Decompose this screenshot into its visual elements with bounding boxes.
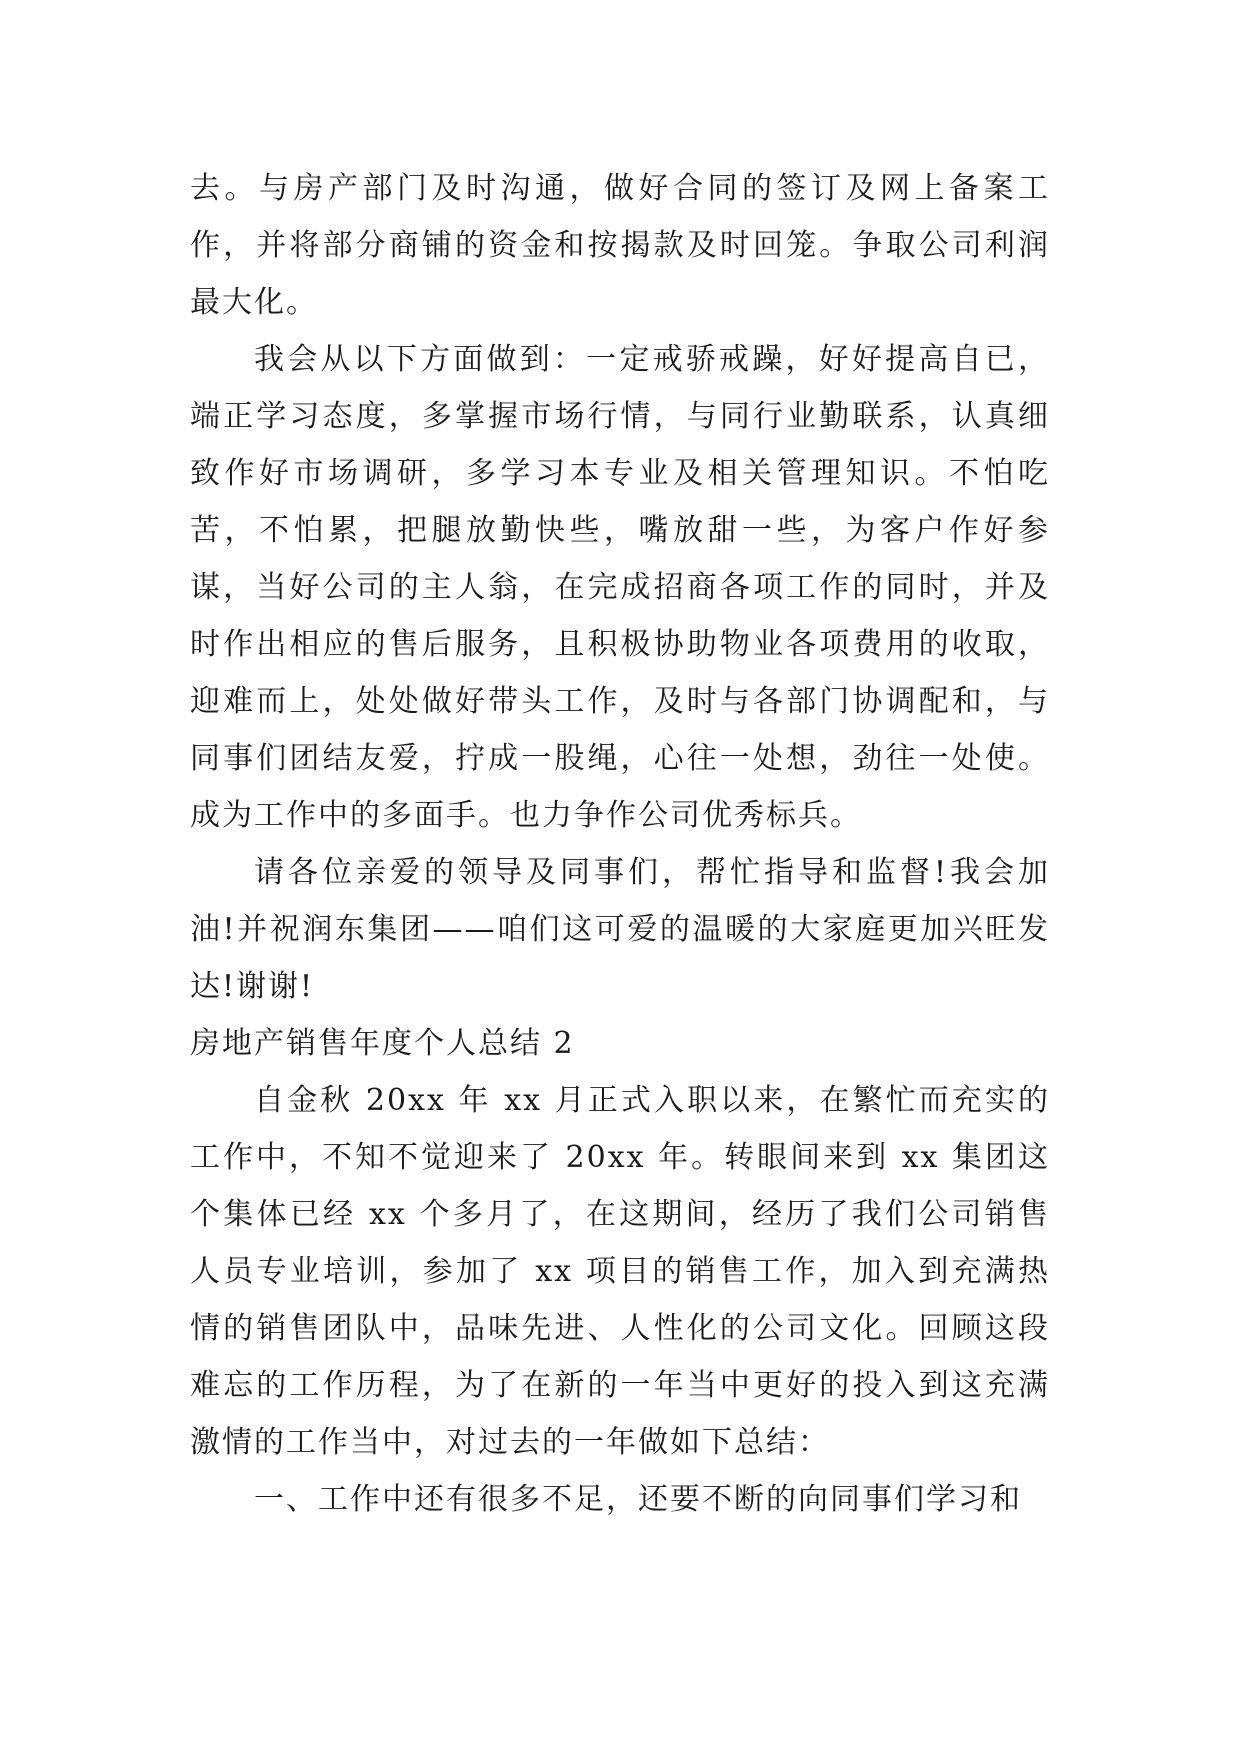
paragraph-commitment: 我会从以下方面做到：一定戒骄戒躁，好好提高自已，端正学习态度，多掌握市场行情，与同行业勤联系，认真细致作好市场调研，多学习本专业及相关管理知识。不怕吃苦，不怕累，把腿放勤快些，嘴放甜一些，为客户作好参谋，当好公司的主人翁，在完成招商各项工作的同时，并及时作出相应的售后服务，且积极协助物业各项费用的收取，迎难而上，处处做好带头工作，及时与各部门协调配和，与同事们团结友爱，拧成一股绳，心往一处想，劲往一处使。成为工作中的多面手。也力争作公司优秀标兵。 [190,342,1050,833]
section-heading: 房地产销售年度个人总结 2 [190,1026,575,1061]
paragraph-closing: 请各位亲爱的领导及同事们，帮忙指导和监督!我会加油!并祝润东集团——咱们这可爱的温暖的大家庭更加兴旺发达!谢谢! [190,855,1050,1004]
paragraph-intro: 自金秋 20xx 年 xx 月正式入职以来，在繁忙而充实的工作中，不知不觉迎来了 20xx 年。转眼间来到 xx 集团这个集体已经 xx 个多月了，在这期间，经历了我们公司销售人员专业培训，参加了 xx 项目的销售工作，加入到充满热情的销售团队中，品味先进、人性化的公司文化。回顾这段难忘的工作历程，为了在新的一年当中更好的投入到这充满激情的工作当中，对过去的一年做如下总结： [190,1083,1050,1460]
paragraph-continuation: 去。与房产部门及时沟通，做好合同的签订及网上备案工作，并将部分商铺的资金和按揭款及时回笼。争取公司利润最大化。 [190,171,1050,320]
paragraph-point-one: 一、工作中还有很多不足，还要不断的向同事们学习和 [254,1482,1022,1517]
document-body [190,160,1050,1528]
